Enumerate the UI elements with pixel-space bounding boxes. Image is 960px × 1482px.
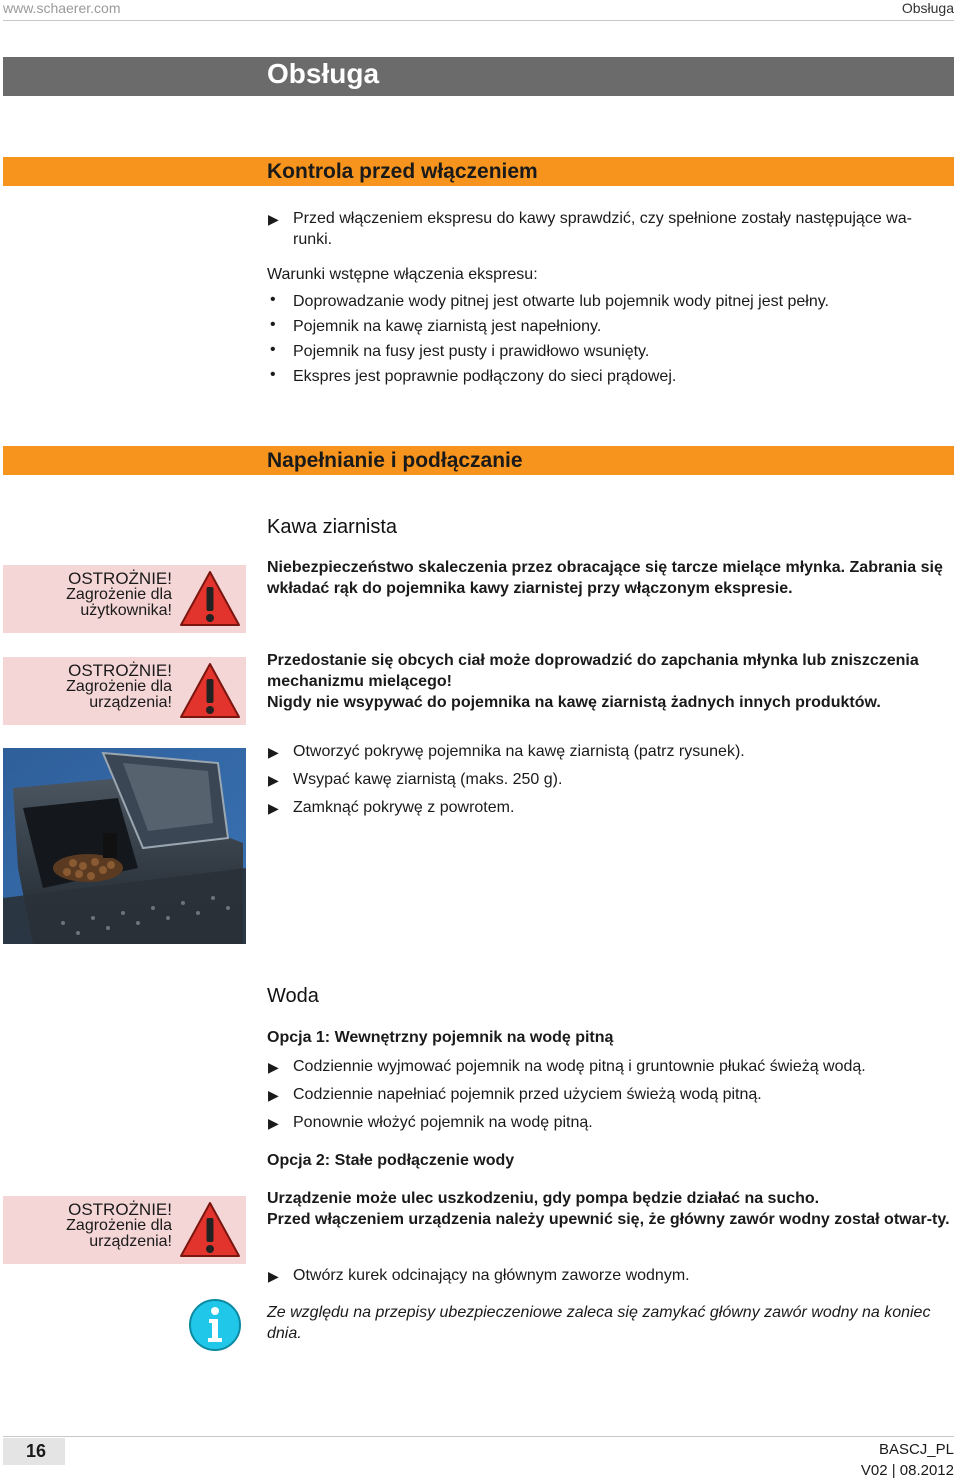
arrow-icon: ▶ — [268, 1087, 279, 1103]
warning-subtitle: Zagrożenie dla — [66, 586, 172, 603]
condition-text: Pojemnik na kawę ziarnistą jest napełniony. — [293, 318, 602, 335]
step-text: Ponownie włożyć pojemnik na wodę pitną. — [293, 1114, 593, 1131]
warning-subtitle: użytkownika! — [80, 602, 172, 619]
warning-text-line: Urządzenie może ulec uszkodzeniu, gdy pompa będzie działać na sucho. — [267, 1190, 820, 1207]
warning-subtitle: urządzenia! — [89, 1233, 172, 1250]
warning-text-line: Przed włączeniem urządzenia należy upewnić się, że główny zawór wodny został otwar-ty. — [267, 1211, 950, 1228]
arrow-icon: ▶ — [268, 1059, 279, 1075]
condition-text: Pojemnik na fusy jest pusty i prawidłowo wsunięty. — [293, 343, 650, 360]
warning-text-line: Nigdy nie wsypywać do pojemnika na kawę ziarnistą żadnych innych produktów. — [267, 694, 881, 711]
step-text: Codziennie wyjmować pojemnik na wodę pitną i gruntownie płukać świeżą wodą. — [293, 1058, 866, 1075]
warning-text-pump — [267, 1188, 957, 1230]
warning-label — [66, 663, 172, 711]
step-text: Otworzyć pokrywę pojemnika na kawę ziarnistą (patrz rysunek). — [293, 743, 745, 760]
warning-box-device — [3, 1196, 246, 1264]
arrow-icon: ▶ — [268, 1115, 279, 1131]
option2-title: Opcja 2: Stałe podłączenie wody — [267, 1152, 515, 1169]
warning-triangle-icon — [178, 661, 242, 721]
warning-text-user: Niebezpieczeństwo skaleczenia przez obracające się tarcze mielące młynka. Zabrania się wkładać rąk do pojemnika kawy ziarnistej przy włączonym ekspresie. — [267, 559, 943, 597]
option1-title: Opcja 1: Wewnętrzny pojemnik na wodę pitną — [267, 1029, 614, 1046]
step-text: Wsypać kawę ziarnistą (maks. 250 g). — [293, 771, 563, 788]
subheading-water: Woda — [267, 985, 319, 1007]
info-text: Ze względu na przepisy ubezpieczeniowe zaleca się zamykać główny zawór wodny na koniec dnia. — [267, 1304, 931, 1342]
subheading-coffee: Kawa ziarnista — [267, 516, 398, 538]
arrow-icon: ▶ — [268, 1268, 279, 1284]
arrow-icon: ▶ — [268, 211, 279, 227]
step-text: Codziennie napełniać pojemnik przed użyciem świeżą wodą pitną. — [293, 1086, 762, 1103]
warning-box-device — [3, 657, 246, 725]
step-text: Zamknąć pokrywę z powrotem. — [293, 799, 515, 816]
header-section: Obsługa — [901, 0, 954, 16]
section-title-check: Kontrola przed włączeniem — [267, 160, 538, 183]
warning-triangle-icon — [178, 569, 242, 629]
warning-triangle-icon — [178, 1200, 242, 1260]
doc-version: V02 | 08.2012 — [860, 1462, 954, 1479]
header-divider — [3, 20, 954, 21]
warning-text-device — [267, 650, 957, 713]
warning-box-user — [3, 565, 246, 633]
bullet-icon: • — [270, 291, 276, 308]
page-title: Obsługa — [267, 58, 380, 89]
header-website[interactable]: www.schaerer.com — [3, 0, 121, 16]
conditions-intro: Warunki wstępne włączenia ekspresu: — [267, 266, 538, 283]
info-icon — [187, 1297, 243, 1353]
bullet-icon: • — [270, 341, 276, 358]
page-title-bar — [3, 57, 954, 96]
doc-code: BASCJ_PL — [878, 1441, 954, 1458]
footer-divider — [3, 1436, 954, 1437]
condition-text: Doprowadzanie wody pitnej jest otwarte lub pojemnik wody pitnej jest pełny. — [293, 293, 829, 310]
warning-text-line: Przedostanie się obcych ciał może doprowadzić do zapchania młynka lub zniszczenia mechanizmu mielącego! — [267, 652, 919, 690]
step-text: Przed włączeniem ekspresu do kawy sprawdzić, czy spełnione zostały następujące wa-runki. — [293, 210, 912, 248]
warning-title: OSTROŻNIE! — [68, 1200, 172, 1219]
section-title-filling: Napełnianie i podłączanie — [267, 449, 523, 472]
coffee-hopper-photo — [3, 748, 246, 944]
arrow-icon: ▶ — [268, 800, 279, 816]
warning-subtitle: urządzenia! — [89, 694, 172, 711]
step-text: Otwórz kurek odcinający na głównym zaworze wodnym. — [293, 1267, 690, 1284]
warning-subtitle: Zagrożenie dla — [66, 678, 172, 695]
warning-title: OSTROŻNIE! — [68, 569, 172, 588]
arrow-icon: ▶ — [268, 744, 279, 760]
bullet-icon: • — [270, 316, 276, 333]
warning-subtitle: Zagrożenie dla — [66, 1217, 172, 1234]
page-number: 16 — [26, 1441, 47, 1461]
condition-text: Ekspres jest poprawnie podłączony do sieci prądowej. — [293, 368, 677, 385]
warning-title: OSTROŻNIE! — [68, 661, 172, 680]
warning-label — [66, 571, 172, 619]
bullet-icon: • — [270, 366, 276, 383]
arrow-icon: ▶ — [268, 772, 279, 788]
warning-label — [66, 1202, 172, 1250]
